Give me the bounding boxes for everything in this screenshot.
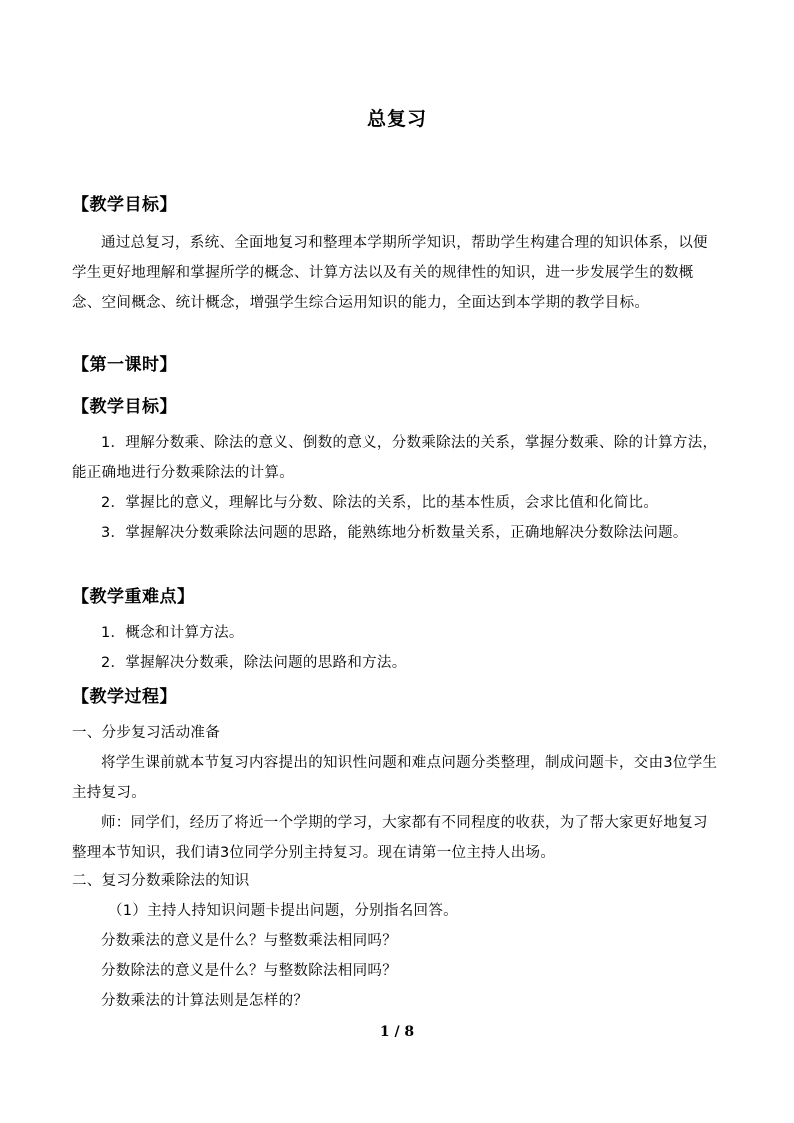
step-1-paragraph-2: 师：同学们，经历了将近一个学期的学习，大家都有不同程度的收获，为了帮大家更好地复习整理本节知识，我们请3位同学分别主持复习。现在请第一位主持人出场。 (72, 815, 708, 861)
step-2-title: 二、复习分数乘除法的知识 (72, 873, 250, 889)
section-heading-first-lesson: 【第一课时】 (72, 355, 177, 375)
goal-paragraph: 通过总复习，系统、全面地复习和整理本学期所学知识，帮助学生构建合理的知识体系，以便学生更好地理解和掌握所学的概念、计算方法以及有关的规律性的知识，进一步发展学生的数概念、空间概念、统计概念，增强学生综合运用知识的能力，全面达到本学期的教学目标。 (72, 235, 708, 311)
key-item-2: 2．掌握解决分数乘，除法问题的思路和方法。 (101, 655, 407, 671)
step-2-question-3: 分数乘法的计算法则是怎样的？ (101, 993, 309, 1009)
page-number: 1 / 8 (379, 1024, 415, 1040)
goal-item-3: 3．掌握解决分数乘除法问题的思路，能熟练地分析数量关系，正确地解决分数除法问题。 (101, 525, 688, 541)
step-1-title: 一、分步复习活动准备 (72, 725, 220, 741)
step-2-sub-1: （1）主持人持知识问题卡提出问题，分别指名回答。 (108, 903, 458, 919)
goal-item-2: 2．掌握比的意义，理解比与分数、除法的关系，比的基本性质，会求比值和化简比。 (101, 495, 659, 511)
step-1-paragraph-1: 将学生课前就本节复习内容提出的知识性问题和难点问题分类整理，制成问题卡，交由3位学生主持复习。 (72, 755, 718, 801)
step-2-question-2: 分数除法的意义是什么？与整数除法相同吗？ (101, 963, 397, 979)
key-item-1: 1．概念和计算方法。 (101, 625, 244, 641)
section-heading-lesson-goals: 【教学目标】 (72, 397, 177, 417)
section-heading-process: 【教学过程】 (72, 687, 177, 707)
goal-item-1: 1．理解分数乘、除法的意义、倒数的意义，分数乘除法的关系，掌握分数乘、除的计算方法，能正确地进行分数乘除法的计算。 (72, 435, 718, 481)
document-title: 总复习 (366, 108, 427, 130)
section-heading-key-points: 【教学重难点】 (72, 587, 195, 607)
step-2-question-1: 分数乘法的意义是什么？与整数乘法相同吗？ (101, 933, 397, 949)
section-heading-teaching-goals: 【教学目标】 (72, 195, 177, 215)
